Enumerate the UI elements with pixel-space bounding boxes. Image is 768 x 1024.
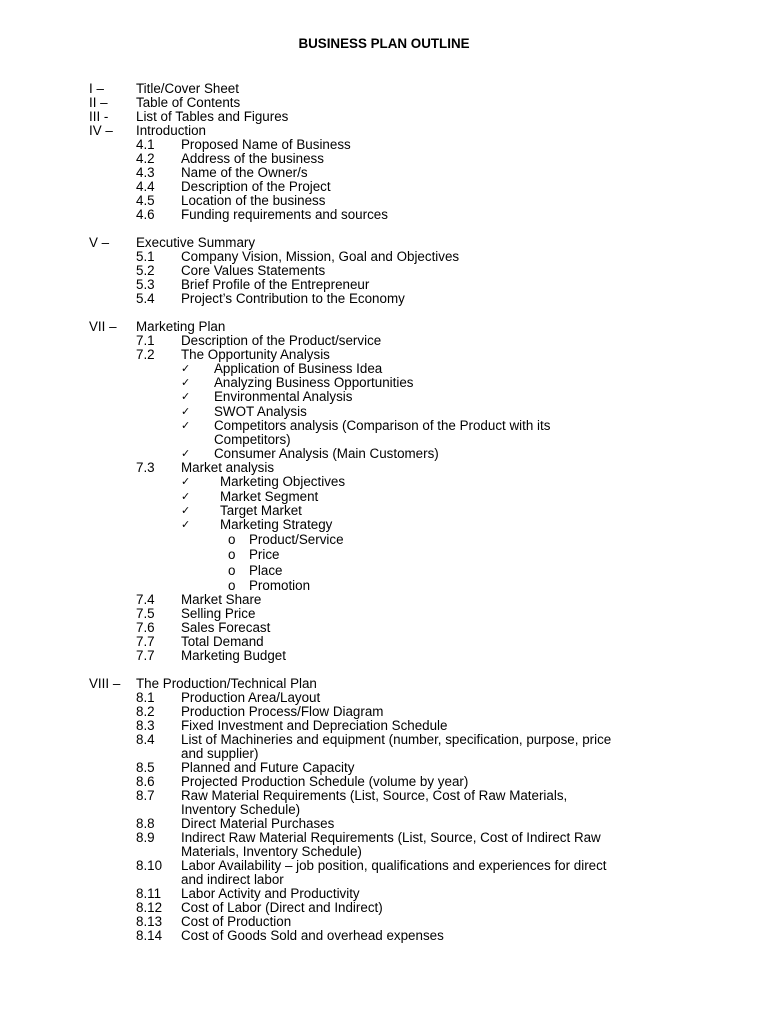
checklist-text: Competitors): [214, 432, 291, 448]
outline-row: [89, 124, 689, 138]
item-text: [181, 859, 689, 887]
bullet-text: Place: [249, 562, 283, 578]
item-number: 4.1: [136, 137, 155, 152]
outline-subitem: [89, 859, 689, 887]
item-text-line: Materials, Inventory Schedule): [181, 844, 362, 860]
outline-subitem: [89, 817, 689, 831]
item-number: 5.1: [136, 249, 155, 264]
outline-subitem: [89, 593, 689, 607]
checklist-text: Marketing Objectives: [220, 474, 346, 490]
item-number: 4.3: [136, 165, 155, 180]
item-text: Sales Forecast: [181, 620, 271, 636]
check-icon: ✓: [181, 489, 191, 503]
item-number: 8.14: [136, 928, 163, 944]
outline-subitem: [89, 208, 689, 222]
check-icon: ✓: [181, 475, 191, 489]
item-text: Cost of Goods Sold and overhead expenses: [181, 928, 444, 944]
checklist-text: Analyzing Business Opportunities: [214, 375, 414, 391]
outline-subitem: [89, 635, 689, 649]
checklist-text: Consumer Analysis (Main Customers): [214, 446, 439, 462]
check-spacer: [181, 433, 214, 447]
item-number: 4.4: [136, 179, 155, 194]
bullet-text: Price: [249, 547, 280, 563]
item-number: 4.2: [136, 151, 155, 166]
section-number: IV –: [89, 123, 113, 138]
item-number: 8.1: [136, 690, 155, 706]
item-text: Market Share: [181, 592, 262, 608]
page-title: BUSINESS PLAN OUTLINE: [298, 36, 470, 51]
item-number: 8.11: [136, 886, 162, 902]
outline-subitem: [89, 621, 689, 635]
item-text: Location of the business: [181, 193, 326, 208]
checklist-item: [181, 447, 689, 461]
outline-subitem: [89, 250, 689, 264]
section-production-plan: [89, 677, 689, 943]
bullet-item: [228, 532, 689, 547]
outline-subitem: [89, 775, 689, 789]
outline-subitem: [89, 194, 689, 208]
bullet-text: Product/Service: [249, 532, 344, 548]
section-title: The Production/Technical Plan: [136, 676, 317, 692]
outline-subitem: [89, 915, 689, 929]
outline-subitem: [89, 901, 689, 915]
section-title: Table of Contents: [136, 95, 241, 110]
checklist-text: Environmental Analysis: [214, 389, 353, 405]
outline-subitem: [89, 264, 689, 278]
outline-subitem: [89, 719, 689, 733]
outline-row: [89, 677, 689, 691]
section-number: V –: [89, 235, 110, 250]
outline-subitem: [89, 138, 689, 152]
item-number: 7.7: [136, 634, 155, 650]
item-text: Total Demand: [181, 634, 264, 650]
item-text: Address of the business: [181, 151, 324, 166]
checklist-text: SWOT Analysis: [214, 403, 307, 419]
section-number: II –: [89, 95, 108, 110]
item-number: 8.4: [136, 732, 155, 748]
item-text-line: Labor Availability – job position, qualifications and experiences for direct: [181, 858, 607, 874]
section-number: VII –: [89, 319, 117, 334]
checklist-item-continued: [181, 433, 689, 447]
checklist-item: [181, 504, 689, 518]
item-text: Name of the Owner/s: [181, 165, 308, 180]
outline-subitem: [89, 461, 689, 475]
item-text: Direct Material Purchases: [181, 816, 335, 832]
checklist-text: Market Segment: [220, 488, 319, 504]
item-number: 8.2: [136, 704, 155, 720]
item-text-line: Indirect Raw Material Requirements (List, Source, Cost of Indirect Raw: [181, 830, 601, 846]
section-executive-summary: [89, 236, 689, 306]
check-icon: ✓: [181, 418, 191, 432]
check-icon: ✓: [181, 518, 191, 532]
section-number: III -: [89, 109, 109, 124]
checklist-item: [181, 390, 689, 404]
item-text: Planned and Future Capacity: [181, 760, 355, 776]
item-text-line: Raw Material Requirements (List, Source, Cost of Raw Materials,: [181, 788, 568, 804]
outline-subitem: [89, 789, 689, 817]
checklist-text: Marketing Strategy: [220, 517, 333, 533]
outline-row: [89, 96, 689, 110]
checklist-text: Application of Business Idea: [214, 361, 383, 376]
item-text: Marketing Budget: [181, 648, 286, 664]
outline-subitem: [89, 705, 689, 719]
item-text: [181, 733, 689, 761]
item-text-line: and supplier): [181, 746, 259, 762]
item-text: Proposed Name of Business: [181, 137, 351, 152]
item-text-line: List of Machineries and equipment (number, specification, purpose, price: [181, 732, 612, 748]
check-icon: ✓: [181, 390, 191, 404]
item-text: Production Process/Flow Diagram: [181, 704, 384, 720]
item-text: Brief Profile of the Entrepreneur: [181, 277, 370, 292]
check-icon: ✓: [181, 503, 191, 517]
section-title: Introduction: [136, 123, 206, 138]
outline-subitem: [89, 166, 689, 180]
outline-subitem: [89, 831, 689, 859]
outline-subitem: [89, 278, 689, 292]
circle-bullet-icon: o: [228, 562, 236, 578]
item-number: 7.3: [136, 460, 155, 476]
outline-subitem: [89, 887, 689, 901]
check-icon: ✓: [181, 362, 191, 375]
bullet-text: Promotion: [249, 577, 311, 593]
item-text: Cost of Labor (Direct and Indirect): [181, 900, 383, 916]
item-number: 5.2: [136, 263, 155, 278]
checklist-text: Competitors analysis (Comparison of the Product with its: [214, 417, 551, 433]
item-number: 4.5: [136, 193, 155, 208]
checklist-item: [181, 490, 689, 504]
outline: [89, 82, 689, 943]
bullet-item: [228, 547, 689, 562]
checklist-item: [181, 376, 689, 390]
checklist-item: [181, 405, 689, 419]
outline-subitem: [89, 607, 689, 621]
item-number: 8.9: [136, 830, 155, 846]
outline-row: [89, 236, 689, 250]
item-text: Selling Price: [181, 606, 256, 622]
outline-subitem: [89, 929, 689, 943]
item-text: Market analysis: [181, 460, 275, 476]
section-number: VIII –: [89, 676, 121, 692]
checklist-item: [181, 475, 689, 489]
item-number: 8.13: [136, 914, 163, 930]
checklist-text: Target Market: [220, 502, 302, 518]
item-number: 7.5: [136, 606, 155, 622]
item-text: Projected Production Schedule (volume by year): [181, 774, 469, 790]
outline-subitem: [89, 649, 689, 663]
bullet-item: [228, 563, 689, 578]
item-number: 8.3: [136, 718, 155, 734]
outline-subitem: [89, 691, 689, 705]
outline-subitem: [89, 334, 689, 348]
outline-subitem: [89, 348, 689, 362]
item-text: Fixed Investment and Depreciation Schedule: [181, 718, 448, 734]
item-text: Cost of Production: [181, 914, 292, 930]
check-icon: ✓: [181, 404, 191, 418]
section-front-matter: [89, 82, 689, 222]
section-number: I –: [89, 81, 104, 96]
outline-subitem: [89, 180, 689, 194]
checklist-item: [181, 518, 689, 532]
checklist-item: [181, 419, 689, 433]
item-number: 8.6: [136, 774, 155, 790]
item-text: Company Vision, Mission, Goal and Objectives: [181, 249, 460, 264]
item-number: 8.12: [136, 900, 163, 916]
item-text: The Opportunity Analysis: [181, 347, 330, 362]
item-text-line: and indirect labor: [181, 872, 284, 888]
item-text: Production Area/Layout: [181, 690, 321, 706]
item-number: 7.2: [136, 347, 155, 362]
outline-row: [89, 110, 689, 124]
item-number: 5.4: [136, 291, 155, 306]
checklist-item: [181, 362, 689, 376]
item-number: 7.4: [136, 592, 155, 608]
section-title: List of Tables and Figures: [136, 109, 289, 124]
item-number: 8.5: [136, 760, 155, 776]
item-text: Description of the Product/service: [181, 333, 382, 348]
item-text: Description of the Project: [181, 179, 331, 194]
item-text: Funding requirements and sources: [181, 207, 388, 222]
item-text: Project’s Contribution to the Economy: [181, 291, 405, 306]
circle-bullet-icon: o: [228, 577, 236, 593]
outline-subitem: [89, 292, 689, 306]
item-number: 7.1: [136, 333, 155, 348]
outline-row: [89, 320, 689, 334]
item-text: Labor Activity and Productivity: [181, 886, 360, 902]
item-number: 7.7: [136, 648, 155, 664]
section-title: Executive Summary: [136, 235, 256, 250]
section-marketing-plan: [89, 320, 689, 663]
item-number: 8.10: [136, 858, 163, 874]
outline-row: [89, 82, 689, 96]
outline-subitem: [89, 761, 689, 775]
item-text-line: Inventory Schedule): [181, 802, 301, 818]
item-number: 5.3: [136, 277, 155, 292]
section-title: Title/Cover Sheet: [136, 81, 239, 96]
item-text: Core Values Statements: [181, 263, 326, 278]
section-title: Marketing Plan: [136, 319, 226, 334]
outline-subitem: [89, 733, 689, 761]
outline-subitem: [89, 152, 689, 166]
bullet-item: [228, 578, 689, 593]
item-number: 8.7: [136, 788, 155, 804]
item-number: 8.8: [136, 816, 155, 832]
item-number: 7.6: [136, 620, 155, 636]
check-icon: ✓: [181, 376, 191, 390]
check-icon: ✓: [181, 447, 191, 461]
item-text: [181, 831, 689, 859]
item-number: 4.6: [136, 207, 155, 222]
item-text: [181, 789, 689, 817]
circle-bullet-icon: o: [228, 547, 236, 563]
circle-bullet-icon: o: [228, 532, 236, 548]
